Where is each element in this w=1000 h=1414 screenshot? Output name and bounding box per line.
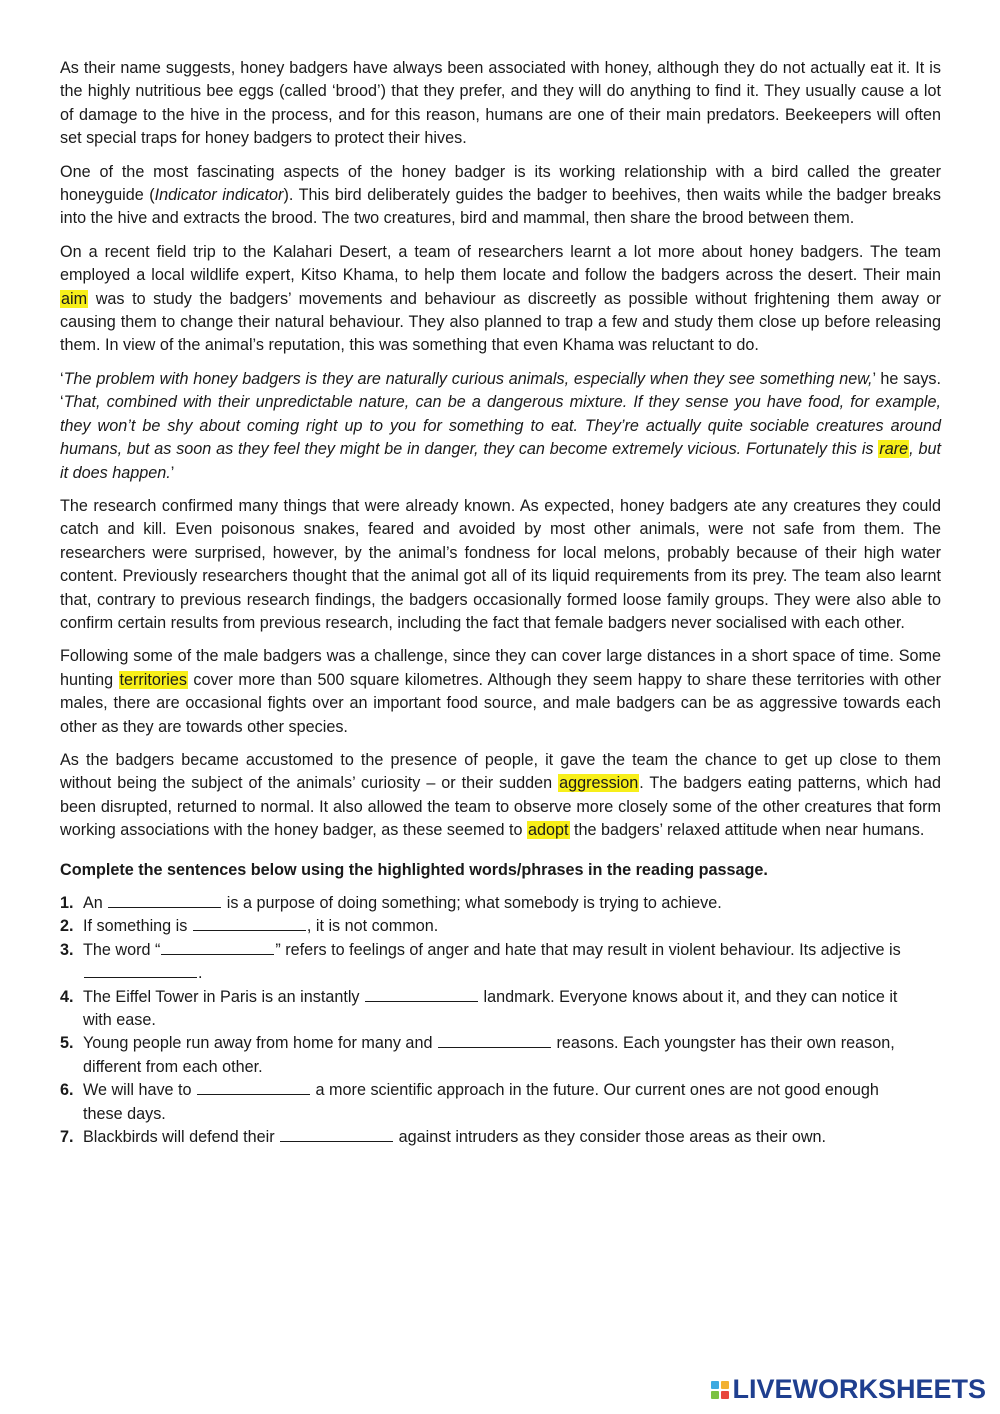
answer-blank[interactable] [365,987,478,1002]
logo-square-icon [711,1381,719,1389]
highlight-rare: rare [879,440,909,459]
question-item: 2. If something is , it is not common. [60,917,439,936]
passage-paragraph-3: On a recent field trip to the Kalahari Desert, a team of researchers learnt a lot more about honey badgers. The team employed a local wildlife expert, Kitso Khama, to help them locate and follow the badgers across the desert. Their main aim was to study the badgers’ movements and behaviour as discreetly as possible without frightening them away or causing them to change their natural behaviour. They also planned to trap a few and study them close up before releasing them. In view of the animal’s reputation, this was something that even Khama was reluctant to do. [60,242,941,355]
highlight-aim: aim [61,289,88,308]
answer-blank[interactable] [438,1033,551,1048]
question-item: 4. The Eiffel Tower in Paris is an instantly landmark. Everyone knows about it, and they can notice it with ease. [60,987,898,1030]
scientific-name: Indicator indicator [154,186,284,205]
question-item: 6. We will have to a more scientific approach in the future. Our current ones are not good enough these days. [60,1081,879,1123]
answer-blank[interactable] [161,940,274,955]
passage-paragraph-6: Following some of the male badgers was a challenge, since they can cover large distances in a short space of time. Some hunting territories cover more than 500 square kilometres. Although they seem happy to share these territories with other males, there are occasional fights over an important food source, and male badgers can be as aggressive towards each other as they are towards other species. [60,647,941,736]
question-item: 3. The word “ ” refers to feelings of anger and hate that may result in violent behaviour. Its adjective is . [60,940,901,983]
question-item: 7. Blackbirds will defend their against intruders as they consider those areas as their own. [60,1128,827,1147]
logo-square-icon [711,1391,719,1399]
liveworksheets-logo [711,1374,986,1405]
answer-blank[interactable] [84,963,197,978]
highlight-aggression: aggression [559,774,639,793]
highlight-adopt: adopt [528,821,569,840]
passage-paragraph-7: As the badgers became accustomed to the presence of people, it gave the team the chance to get up close to them without being the subject of the animals’ curiosity – or their sudden aggression. The badgers eating patterns, which had been disrupted, returned to normal. It also allowed the team to observe more closely some of the other creatures that form working associations with the honey badger, as these seemed to adopt the badgers’ relaxed attitude when near humans. [60,750,941,840]
logo-square-icon [721,1391,729,1399]
question-list [60,892,941,1149]
highlight-territories: territories [119,670,187,689]
answer-blank[interactable] [193,916,306,931]
exercise-instructions: Complete the sentences below using the highlighted words/phrases in the reading passage. [60,860,768,879]
passage-paragraph-2: One of the most fascinating aspects of the honey badger is its working relationship with a bird called the greater honeyguide (Indicator indicator). This bird deliberately guides the badger to beehives, then waits while the badger breaks into the hive and extracts the brood. The two creatures, bird and mammal, then share the brood between them. [60,162,941,228]
logo-mark-icon [711,1381,729,1399]
question-item: 1. An is a purpose of doing something; what somebody is trying to achieve. [60,894,722,912]
passage-paragraph-5: The research confirmed many things that were already known. As expected, honey badgers ate any creatures they could catch and kill. Even poisonous snakes, feared and avoided by most other animals, were not safe from them. The researchers were surprised, however, by the animal’s fondness for local melons, probably because of their high water content. Previously researchers thought that the animal got all of its liquid requirements from its prey. The team also learnt that, contrary to previous research findings, the badgers occasionally formed loose family groups. They were also able to confirm certain results from previous research, including the fact that female badgers never socialised with each other. [60,496,941,632]
passage-paragraph-4: ‘The problem with honey badgers is they are naturally curious animals, especially when they see something new,’ he says. ‘That, combined with their unpredictable nature, can be a dangerous mixture. If they sense you have food, for example, they won’t be shy about coming right up to you for something to eat. They’re actually quite sociable creatures around humans, but as soon as they feel they might be in danger, they can become extremely vicious. Fortunately this is rare, but it does happen.’ [60,369,942,482]
logo-square-icon [721,1381,729,1389]
passage-paragraph-1: As their name suggests, honey badgers have always been associated with honey, although they do not actually eat it. It is the highly nutritious bee eggs (called ‘brood’) that they prefer, and they will do anything to find it. They usually cause a lot of damage to the hive in the process, and for this reason, humans are one of their main predators. Beekeepers will often set special traps for honey badgers to protect their hives. [60,59,941,148]
answer-blank[interactable] [197,1080,310,1095]
answer-blank[interactable] [280,1127,393,1142]
logo-text: LIVEWORKSHEETS [732,1374,986,1404]
worksheet-page [60,57,941,1149]
question-item: 5. Young people run away from home for many and reasons. Each youngster has their own reason, different from each other. [60,1034,895,1076]
answer-blank[interactable] [108,893,221,908]
